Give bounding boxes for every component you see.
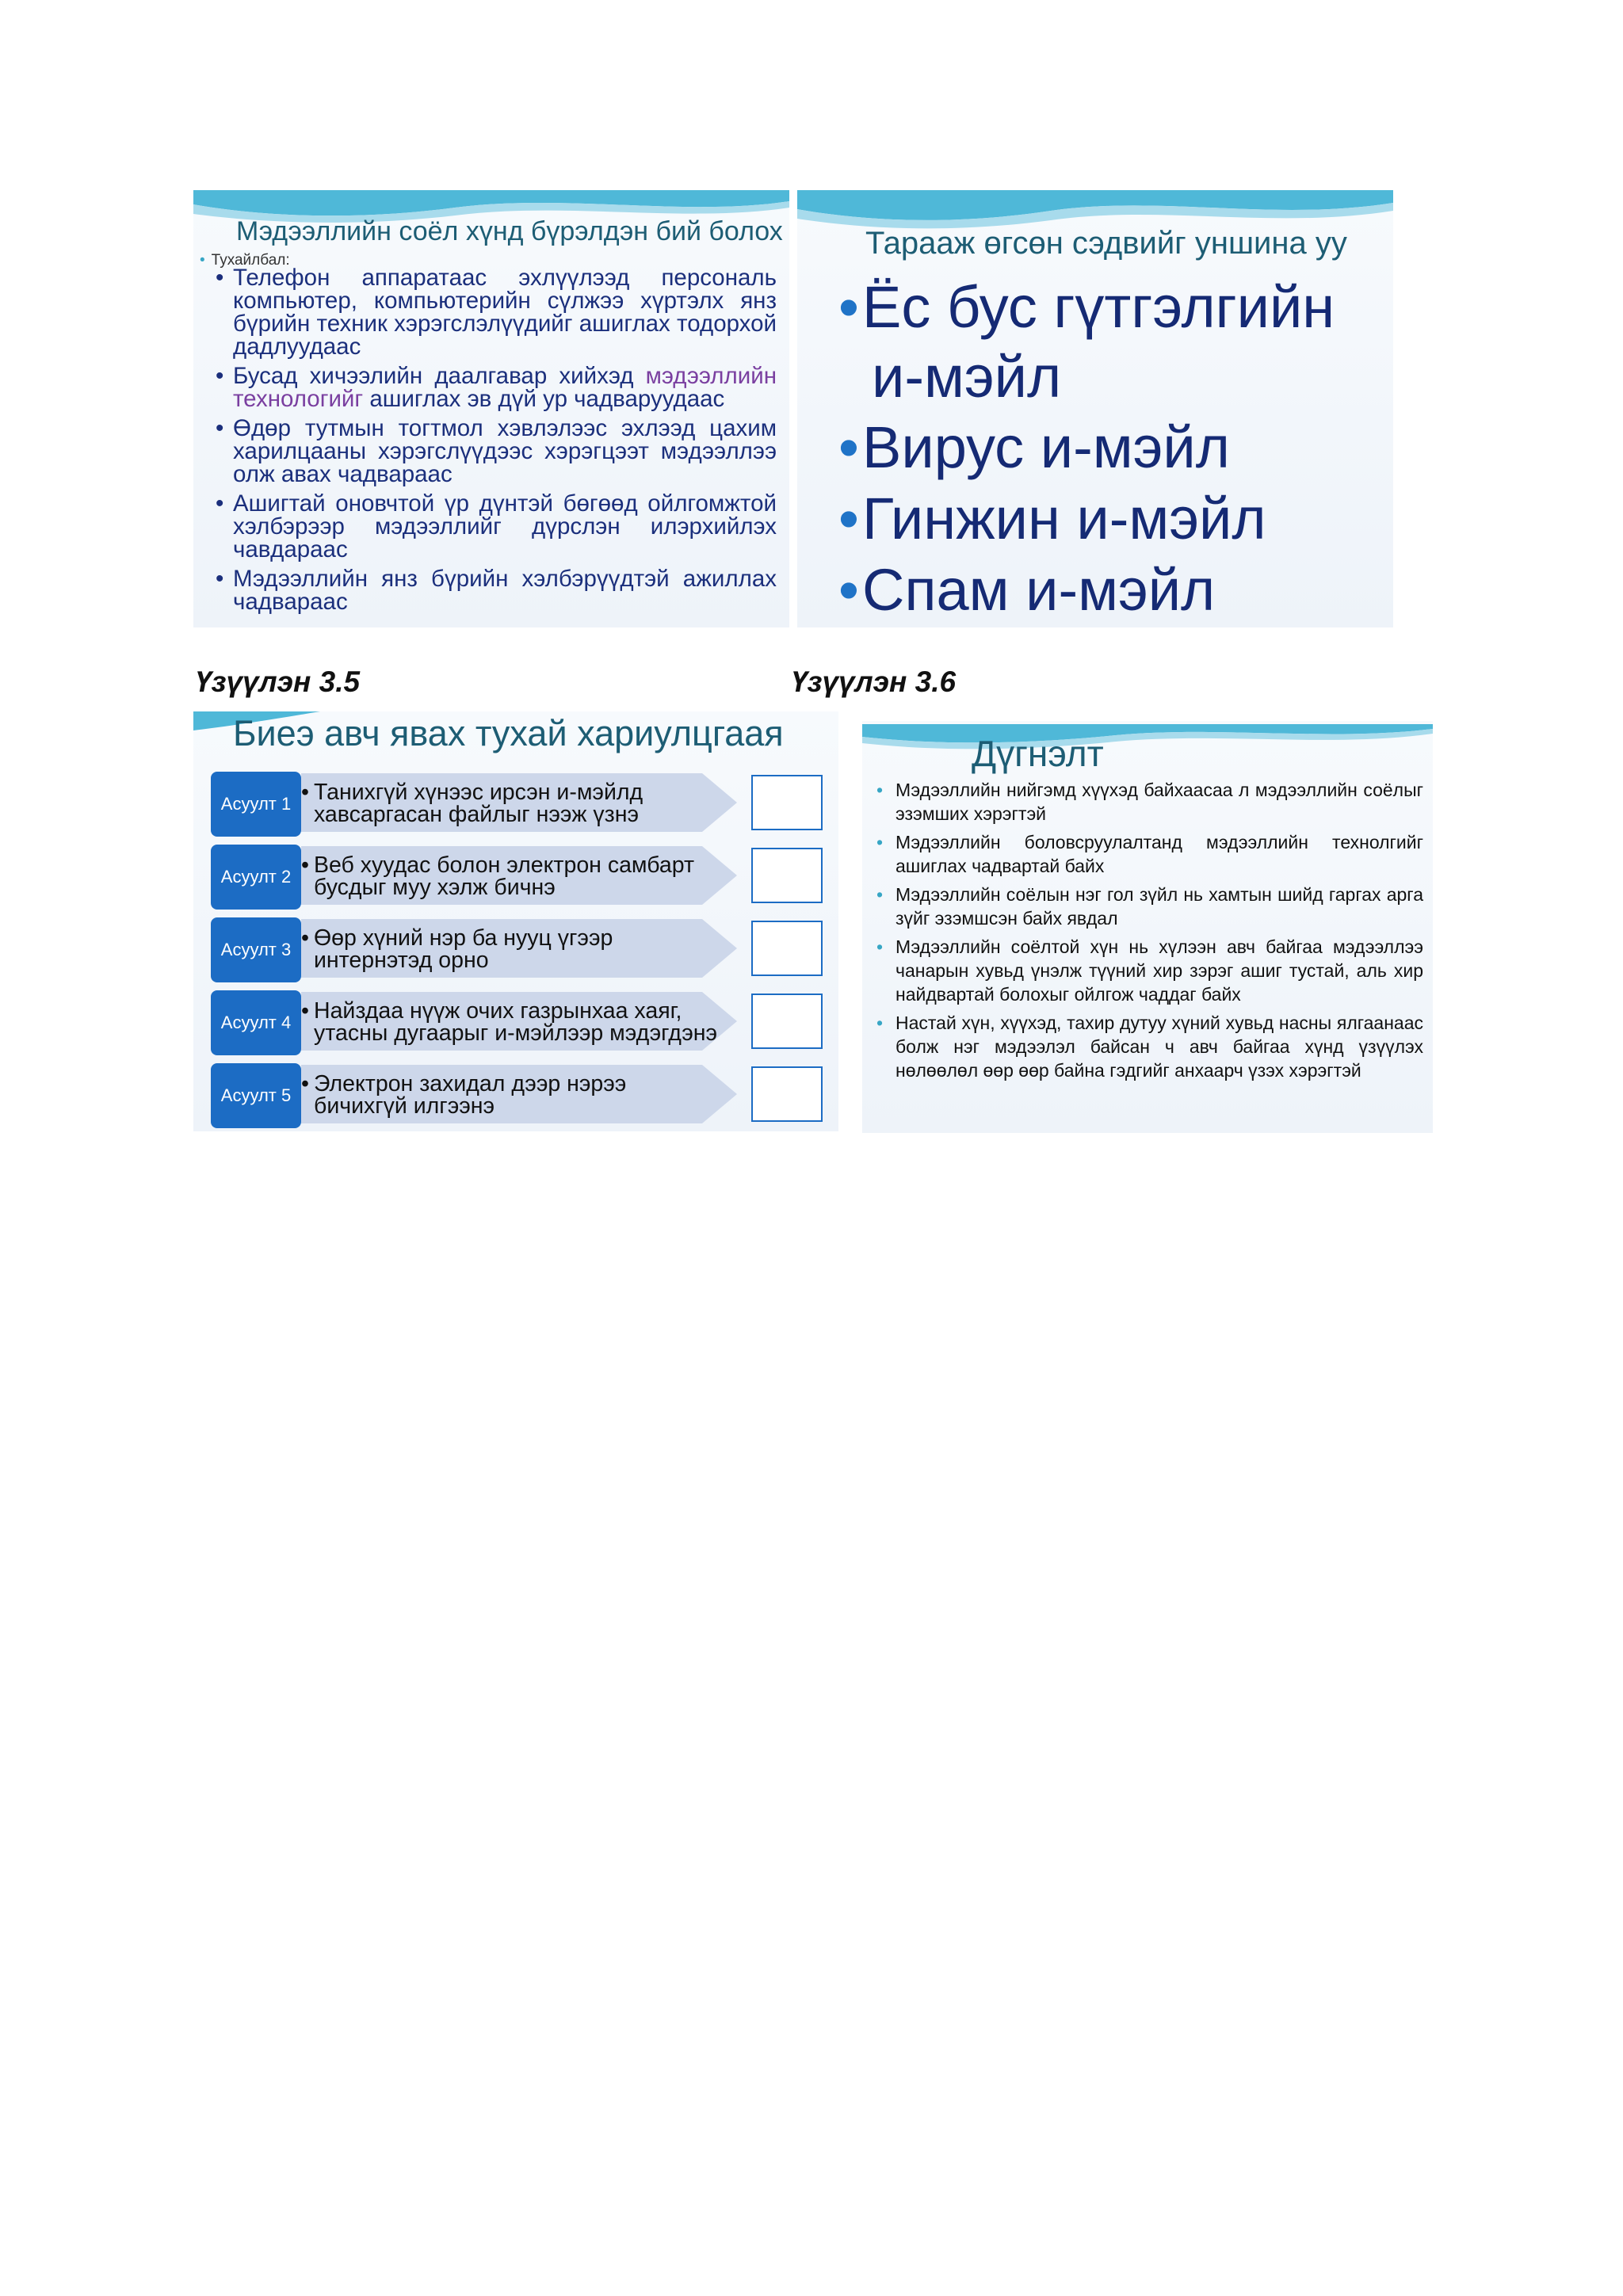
bullet-list [873, 778, 1423, 1087]
question-label: Асуулт 1 [211, 772, 301, 837]
question-label: Асуулт 3 [211, 917, 301, 982]
bullet-item: • Мэдээллийн соёлтой хүн нь хүлээн авч байгаа мэдээллээ чанарын хувьд үнэлж түүний хир зэрэг ашиг тустай, аль хир найдвартай болохыг ойлгож чаддаг байх [873, 935, 1423, 1006]
slide-title: Мэдээллийн соёл хүнд бүрэлдэн бий болох [236, 216, 783, 246]
question-row [211, 772, 829, 837]
bullet-text: и-мэйл [872, 344, 1062, 410]
bullet-item: • Мэдээллийн боловсруулалтанд мэдээллийн технолгийг ашиглах чадвартай байх [873, 830, 1423, 878]
bullet-item: • Мэдээллийн нийгэмд хүүхэд байхаасаа л мэдээллийн соёлыг эзэмших хэрэгтэй [873, 778, 1423, 826]
answer-box[interactable] [751, 921, 823, 976]
wave-header-decoration [862, 721, 1433, 761]
question-text: • Найздаа нүүж очих газрынхаа хаяг, утасны дугаарыг и-мэйлээр мэдэгдэнэ [314, 1000, 726, 1044]
bullet-text: Бусад хичээлийн даалгавар хийхэд [233, 363, 646, 389]
question-row [211, 1063, 829, 1128]
question-label: Асуулт 5 [211, 1063, 301, 1128]
slide-title: Биеэ авч явах тухай хариулцгаая [233, 713, 784, 753]
bullet-item [838, 273, 1385, 412]
bullet-text: ашиглах эв дүй ур чадваруудаас [363, 386, 725, 412]
slide-title: Дүгнэлт [972, 733, 1104, 774]
bullet-item: • Мэдээллийн янз бүрийн хэлбэрүүдтэй ажиллах чадвараас [216, 567, 777, 613]
bullet-item: • Вирус и-мэйл [838, 412, 1385, 483]
bullet-text: Ёс бус гүтгэлгийн [862, 274, 1335, 340]
figure-caption-3-5: Үзүүлэн 3.5 [195, 666, 361, 698]
bullet-item: • Телефон аппаратаас эхлүүлээд персональ компьютер, компьютерийн сүлжээ хүртэлх янз бүрийн техник хэрэгслэлүүдийг ашиглах тодорхой дадлуудаас [216, 266, 777, 358]
bullet-item: • Ашигтай оновчтой үр дүнтэй бөгөөд ойлгомжтой хэлбэрээр мэдээллийг дүрслэн илэрхийлэх чавдараас [216, 492, 777, 561]
bullet-item: • Гинжин и-мэйл [838, 483, 1385, 555]
bullet-item: • Спам и-мэйл [838, 555, 1385, 626]
slide-email-topics [797, 190, 1393, 627]
bullet-item [216, 364, 777, 410]
question-label: Асуулт 2 [211, 845, 301, 910]
bullet-item: • Настай хүн, хүүхэд, тахир дутуу хүний хувьд насны ялгаанаас болж нэг мэдээлэл байсан ч авч байгаа хүнд үзүүлэх нөлөөлөл өөр өөр байна гэдгийг анхаарч үзэх хэрэгтэй [873, 1011, 1423, 1082]
slide-conclusion [862, 721, 1433, 1133]
answer-box[interactable] [751, 1066, 823, 1122]
question-row [211, 845, 829, 910]
bullet-list [216, 266, 777, 620]
answer-box[interactable] [751, 775, 823, 830]
bullet-item: • Өдөр тутмын тогтмол хэвлэлээс эхлээд цахим харилцааны хэрэгслүүдээс хэрэгцээт мэдээллээ олж авах чадвараас [216, 417, 777, 486]
slide-title: Тарааж өгсөн сэдвийг уншина уу [865, 226, 1347, 261]
question-text: • Танихгүй хүнээс ирсэн и-мэйлд хавсаргасан файлыг нээж үзнэ [314, 781, 726, 826]
slide-behaviour-quiz [193, 711, 838, 1131]
bullet-list [838, 273, 1385, 626]
question-text: • Электрон захидал дээр нэрээ бичихгүй илгээнэ [314, 1073, 726, 1117]
bullet-item: • Мэдээллийн соёлын нэг гол зүйл нь хамтын шийд гаргах арга зүйг эзэмшсэн байх явдал [873, 883, 1423, 930]
question-row [211, 917, 829, 982]
question-text: • Өөр хүний нэр ба нууц үгээр интернэтэд орно [314, 927, 726, 971]
question-label: Асуулт 4 [211, 990, 301, 1055]
figure-caption-3-6: Үзүүлэн 3.6 [791, 666, 957, 698]
slide-subtitle: • Тухайлбал: [200, 252, 290, 269]
answer-box[interactable] [751, 994, 823, 1049]
answer-box[interactable] [751, 848, 823, 903]
question-row [211, 990, 829, 1055]
slide-information-culture [193, 190, 789, 627]
question-text: • Веб хуудас болон электрон самбарт бусдыг муу хэлж бичнэ [314, 854, 726, 898]
highlighted-text: мэдээллийн технологийг [233, 363, 777, 412]
